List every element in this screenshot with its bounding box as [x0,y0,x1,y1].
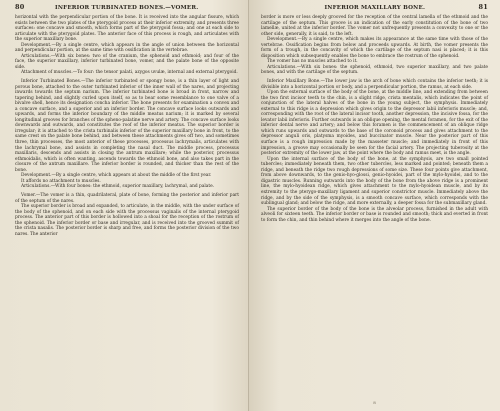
body-paragraph: Articulations.—With four bones: the ethmoid, superior maxillary, lachrymal, and palate. [21,184,215,190]
left-page-number: 80 [15,3,25,11]
body-paragraph: border is more or less deeply grooved for the reception of the central lamella of the ethmoid and the cartilage of the septum. This groove is an indication of the early constitution of the bone of two lamellæ, united at the inferior border. The vomer not unfrequently presents a convexity to one or the other side, generally, it is said, to the left. [261,15,488,37]
body-paragraph: Upon the external surface of the body of the bone, at the middle line, and extending from between the two first incisor teeth to the chin, is a slight ridge, crista mentalis, which indicates the point of conjunction of the lateral halves of the bone in the young subject, the symphysis. Immediately external to this ridge is a depression which gives origin to the depressor labii inferioris muscle; and, corresponding with the root of the lateral incisor tooth, another depression, the incisive fossa, for the levator labii inferioris. Further outwards is an oblique opening, the mental foramen, for the exit of the inferior dental nerve and artery; and below this foramen is the commencement of an oblique ridge which runs upwards and outwards to the base of the coronoid process and gives attachment to the depressor anguli oris, platysma myoides, and buccinator muscle. Near the posterior part of this surface is a rough impression made by the masseter muscle; and immediately in front of this impression, a groove may occasionally be seen for the facial artery. The projecting tuberosity at the posterior extremity of the lower jaw, at the point where the body and ramus meet, is the angle. [261,90,488,157]
body-paragraph: Articulations.—With six bones: two of the cranium, the sphenoid and ethmoid; and four of the face, the superior maxillary, inferior turbinated bone, vomer, and the palate bone of the opposite side. [15,53,239,70]
left-running-head [15,3,239,13]
right-page [249,0,500,411]
body-paragraph: horizontal with the perpendicular portion of the bone. It is received into the angular fissure, which exists between the two plates of the pterygoid process at their inferior extremity, and presents three surfaces: one concave and smooth, which forms part of the pterygoid fossa; and one at each side to articulate with the pterygoid plates. The anterior face of this process is rough, and articulates with the superior maxillary bone. [15,15,239,43]
body-paragraph: Development.—By a single centre, which makes its appearance at the same time with those of the vertebrae. Ossification begins from below and proceeds upwards. At birth, the vomer presents the form of a trough, in the concavity of which the cartilage of the septum nasi is placed; it is this disposition which subsequently enables the bone to embrace the rostrum of the sphenoid. [261,37,488,59]
right-page-number: 81 [478,3,488,11]
body-paragraph: Inferior Turbinated Bones.—The inferior turbinated or spongy bone, is a thin layer of light and porous bone, attached to the outer turbinated inferior of the inner wall of the nares, and projecting inwards towards the septum narium. The inferior turbinated bone is broad in front, narrow and tapering behind, and slightly curled upon itself, so as to bear some resemblance to one valve of a bivalve shell, hence its designation concha inferior. The bone presents for examination a convex and a concave surface, and a superior and an inferior border. The concave surface looks outwards and upwards, and forms the inferior boundary of the middle meatus narium; it is marked by several longitudinal grooves for branches of the spheno-palatine nerve and artery. The concave surface looks downwards and outwards, and constitutes the roof of the inferior meatus. The superior border is irregular; it is attached to the crista turbinalis inferior of the superior maxillary bone in front, to the same crest on the palate bone behind, and between these attachments gives off two, and sometimes three, thin processes, the most anterior of these processes, processus lachrymalis, articulates with the lachrymal bone, and assists in completing the nasal duct. The middle process, processus maxillaris, descends and assists in closing the antrum maxillare; while the posterior, processus ethmoidalis, which is often wanting, ascends towards the ethmoid bone, and also takes part in the closure of the antrum maxillare. The inferior border is rounded, and thicker than the rest of the bone. [15,79,239,173]
left-page [0,0,249,411]
body-paragraph: The superior border is broad and expanded, to articulate, in the middle, with the under surface of the body of the sphenoid, and on each side with the processus vaginalis of the internal pterygoid process. The anterior part of this border is hollowed into a shoal for the reception of the rostrum of the sphenoid. The inferior border or base and irregular, and is received into the grooved summit of the crista nasalis. The posterior border is sharp and free, and forms the posterior division of the two nares. The anterior [15,204,239,237]
body-paragraph: Vomer.—The vomer is a thin, quadrilateral, plate of bone, forming the posterior and inferior part of the septum of the nares. [15,192,239,204]
body-paragraph: Inferior Maxillary Bone.—The lower jaw is the arch of bone which contains the inferior teeth; it is divisible into a horizontal portion or body, and a perpendicular portion, the ramus, at each side. [261,79,488,90]
right-page-body [261,15,488,223]
left-running-title: INFERIOR TURBINATED BONES.—VOMER. [55,5,199,11]
body-paragraph: The vomer has no muscles attached to it. [267,59,358,65]
body-paragraph: Development.—By a single centre, which appears in the angle of union between the horizontal and perpendicular portion, at the same time with ossification in the vertebrae. [15,42,239,54]
body-paragraph: It affords no attachment to muscles. [21,178,101,184]
right-running-title: INFERIOR MAXILLARY BONE. [324,5,426,11]
body-paragraph: Development.—By a single centre, which appears at about the middle of the first year. [21,173,212,179]
right-running-head [261,3,488,13]
left-page-body [15,15,239,237]
body-paragraph: Attachment of muscles.—To four: the tensor palati, azygos uvulæ, internal and external pterygoid. [21,70,238,76]
body-paragraph: Upon the internal surface of the body of the bone, at the symphysis, are two small pointed tubercles; immediately beneath them, two other tubercles, less marked and pointed; beneath them a ridge, and beneath the ridge two rough depressions of some size. These four points give attachment, from above downwards, to the genio-hyo-glossi, genio-hyoidei, part of the mylo-hyoidei, and to the digastric muscles. Running outwards into the body of the bone from the above ridge is a prominent line, the mylo-hyoidean ridge, which gives attachment to the mylo-hyoidean muscle, and by its extremity to the pterygo-maxillary ligament and superior constrictor muscle. Immediately above the ridge, and by the side of the symphysis, is a smooth concave surface, which corresponds with the sublingual gland; and below the ridge, and more externally, a deeper fossa for the submaxillary gland. [261,156,488,207]
body-paragraph: The superior border of the body of the bone is the alveolar process, furnished in the adult with alveoli for sixteen teeth. The inferior border or base is rounded and smooth; thick and everted in front to form the chin, and thin behind where it merges into the angle of the bone. [261,206,488,223]
body-paragraph: Articulations.—With six bones: the sphenoid, ethmoid, two superior maxillary, and two palate bones, and with the cartilage of the septum. [261,64,488,76]
footer-mark: 8 [373,400,376,405]
